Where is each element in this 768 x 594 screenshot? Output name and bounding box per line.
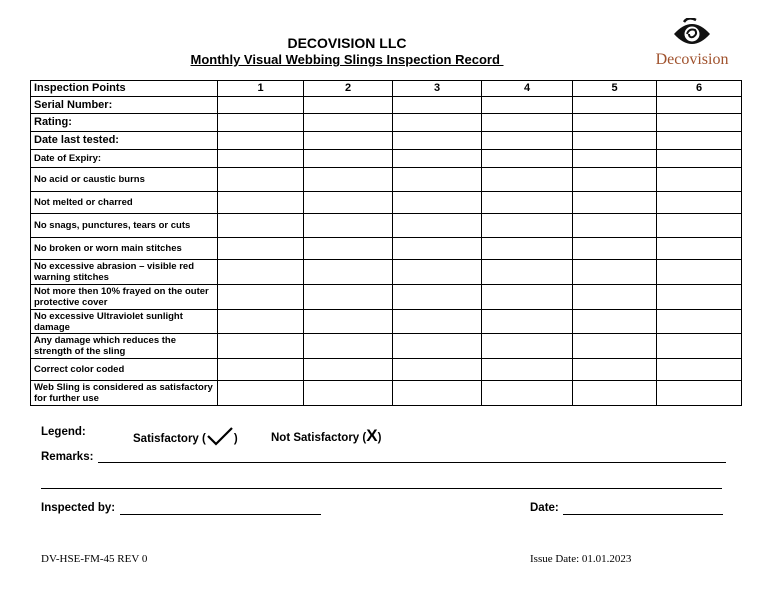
issue-date: Issue Date: 01.01.2023 [530, 553, 632, 565]
column-header-1: 1 [218, 81, 304, 97]
x-mark-icon: X [366, 426, 378, 445]
inspection-cell[interactable] [304, 310, 393, 334]
inspection-cell[interactable] [657, 132, 742, 150]
legend-not-satisfactory [271, 426, 381, 446]
row-label: Serial Number: [31, 97, 218, 114]
inspection-cell[interactable] [218, 168, 304, 192]
inspection-cell[interactable] [573, 238, 657, 260]
inspection-cell[interactable] [304, 192, 393, 214]
inspection-cell[interactable] [218, 310, 304, 334]
inspection-cell[interactable] [657, 192, 742, 214]
legend-satisfactory-suffix: ) [233, 433, 238, 445]
table-row [31, 192, 742, 214]
table-header-row [31, 81, 742, 97]
inspection-cell[interactable] [393, 132, 482, 150]
company-name: DECOVISION LLC [287, 35, 407, 51]
inspection-cell[interactable] [304, 168, 393, 192]
inspection-cell[interactable] [304, 381, 393, 406]
inspection-cell[interactable] [304, 114, 393, 132]
inspection-cell[interactable] [393, 359, 482, 381]
legend-satisfactory [133, 426, 238, 446]
inspection-cell[interactable] [482, 359, 573, 381]
inspected-by-line[interactable] [120, 514, 321, 515]
column-header-4: 4 [482, 81, 573, 97]
inspection-cell[interactable] [482, 381, 573, 406]
inspection-cell[interactable] [218, 381, 304, 406]
inspection-table [30, 80, 742, 406]
eye-logo-icon [670, 18, 714, 50]
inspection-cell[interactable] [393, 381, 482, 406]
column-header-5: 5 [573, 81, 657, 97]
inspection-cell[interactable] [304, 97, 393, 114]
inspection-cell[interactable] [393, 114, 482, 132]
row-label: Any damage which reduces the strength of the sling [31, 334, 218, 359]
inspection-cell[interactable] [482, 114, 573, 132]
inspection-cell[interactable] [218, 334, 304, 359]
inspection-cell[interactable] [393, 285, 482, 310]
date-line[interactable] [563, 514, 723, 515]
table-row [31, 132, 742, 150]
inspection-cell[interactable] [393, 310, 482, 334]
row-label: Not more then 10% frayed on the outer protective cover [31, 285, 218, 310]
inspection-cell[interactable] [657, 168, 742, 192]
inspection-cell[interactable] [482, 97, 573, 114]
inspection-cell[interactable] [657, 114, 742, 132]
inspection-cell[interactable] [482, 168, 573, 192]
inspection-cell[interactable] [573, 132, 657, 150]
form-title: Monthly Visual Webbing Slings Inspection Record [190, 52, 504, 67]
table-row [31, 168, 742, 192]
inspection-cell[interactable] [218, 97, 304, 114]
table-row [31, 310, 742, 334]
inspection-cell[interactable] [393, 168, 482, 192]
inspection-cell[interactable] [393, 238, 482, 260]
inspection-cell[interactable] [218, 214, 304, 238]
inspection-cell[interactable] [304, 285, 393, 310]
inspection-cell[interactable] [218, 132, 304, 150]
inspection-cell[interactable] [482, 150, 573, 168]
inspection-cell[interactable] [304, 238, 393, 260]
row-label: Web Sling is considered as satisfactory for further use [31, 381, 218, 406]
inspection-cell[interactable] [304, 132, 393, 150]
inspection-cell[interactable] [218, 238, 304, 260]
document-code: DV-HSE-FM-45 REV 0 [41, 553, 148, 565]
legend-label: Legend: [41, 426, 86, 438]
row-label: Correct color coded [31, 359, 218, 381]
inspection-cell[interactable] [573, 168, 657, 192]
inspection-cell[interactable] [657, 381, 742, 406]
inspection-cell[interactable] [393, 260, 482, 285]
inspection-cell[interactable] [657, 238, 742, 260]
inspection-cell[interactable] [393, 192, 482, 214]
table-row [31, 260, 742, 285]
row-label: No acid or caustic burns [31, 168, 218, 192]
inspection-cell[interactable] [657, 97, 742, 114]
date-label: Date: [530, 502, 559, 514]
inspection-cell[interactable] [218, 359, 304, 381]
row-label: No excessive abrasion – visible red warning stitches [31, 260, 218, 285]
inspection-cell[interactable] [218, 285, 304, 310]
company-logo [648, 18, 736, 74]
inspection-cell[interactable] [393, 150, 482, 168]
row-label: No snags, punctures, tears or cuts [31, 214, 218, 238]
inspection-cell[interactable] [482, 214, 573, 238]
inspection-cell[interactable] [657, 285, 742, 310]
inspected-by-label: Inspected by: [41, 502, 116, 514]
legend-not-satisfactory-suffix: ) [377, 432, 382, 444]
inspection-cell[interactable] [482, 310, 573, 334]
inspection-cell[interactable] [573, 260, 657, 285]
inspection-cell[interactable] [482, 260, 573, 285]
row-label: Rating: [31, 114, 218, 132]
inspection-cell[interactable] [304, 150, 393, 168]
inspection-cell[interactable] [573, 285, 657, 310]
inspection-cell[interactable] [573, 192, 657, 214]
inspection-cell[interactable] [393, 334, 482, 359]
inspection-cell[interactable] [657, 150, 742, 168]
inspection-cell[interactable] [393, 97, 482, 114]
inspection-cell[interactable] [218, 114, 304, 132]
inspection-cell[interactable] [573, 381, 657, 406]
row-label: Not melted or charred [31, 192, 218, 214]
column-header-inspection-points: Inspection Points [31, 81, 218, 97]
inspection-cell[interactable] [218, 150, 304, 168]
column-header-3: 3 [393, 81, 482, 97]
inspection-cell[interactable] [218, 192, 304, 214]
inspection-cell[interactable] [573, 334, 657, 359]
inspection-cell[interactable] [304, 334, 393, 359]
inspection-cell[interactable] [482, 285, 573, 310]
inspection-cell[interactable] [218, 260, 304, 285]
table-row [31, 359, 742, 381]
remarks-line-2[interactable] [41, 488, 722, 489]
table-row [31, 285, 742, 310]
inspection-cell[interactable] [304, 359, 393, 381]
inspection-cell[interactable] [304, 214, 393, 238]
checkmark-icon [206, 433, 234, 445]
remarks-line-1[interactable] [98, 462, 726, 463]
logo-text: Decovision [655, 51, 729, 68]
table-row [31, 114, 742, 132]
row-label: Date of Expiry: [31, 150, 218, 168]
legend-satisfactory-prefix: Satisfactory ( [133, 433, 206, 445]
table-row [31, 97, 742, 114]
row-label: No excessive Ultraviolet sunlight damage [31, 310, 218, 334]
table-row [31, 150, 742, 168]
inspection-cell[interactable] [393, 214, 482, 238]
table-row [31, 214, 742, 238]
inspection-cell[interactable] [657, 260, 742, 285]
inspection-cell[interactable] [482, 238, 573, 260]
inspection-cell[interactable] [482, 132, 573, 150]
inspection-cell[interactable] [657, 310, 742, 334]
inspection-cell[interactable] [573, 214, 657, 238]
table-row [31, 381, 742, 406]
inspection-cell[interactable] [573, 97, 657, 114]
inspection-cell[interactable] [573, 114, 657, 132]
inspection-cell[interactable] [657, 359, 742, 381]
column-header-2: 2 [304, 81, 393, 97]
inspection-cell[interactable] [482, 192, 573, 214]
table-row [31, 334, 742, 359]
legend-not-satisfactory-prefix: Not Satisfactory ( [271, 432, 367, 444]
column-header-6: 6 [657, 81, 742, 97]
remarks-label: Remarks: [41, 451, 94, 463]
inspection-cell[interactable] [657, 334, 742, 359]
row-label: Date last tested: [31, 132, 218, 150]
inspection-cell[interactable] [482, 334, 573, 359]
inspection-cell[interactable] [304, 260, 393, 285]
row-label: No broken or worn main stitches [31, 238, 218, 260]
inspection-cell[interactable] [573, 150, 657, 168]
table-row [31, 238, 742, 260]
inspection-cell[interactable] [573, 359, 657, 381]
inspection-cell[interactable] [573, 310, 657, 334]
inspection-cell[interactable] [657, 214, 742, 238]
